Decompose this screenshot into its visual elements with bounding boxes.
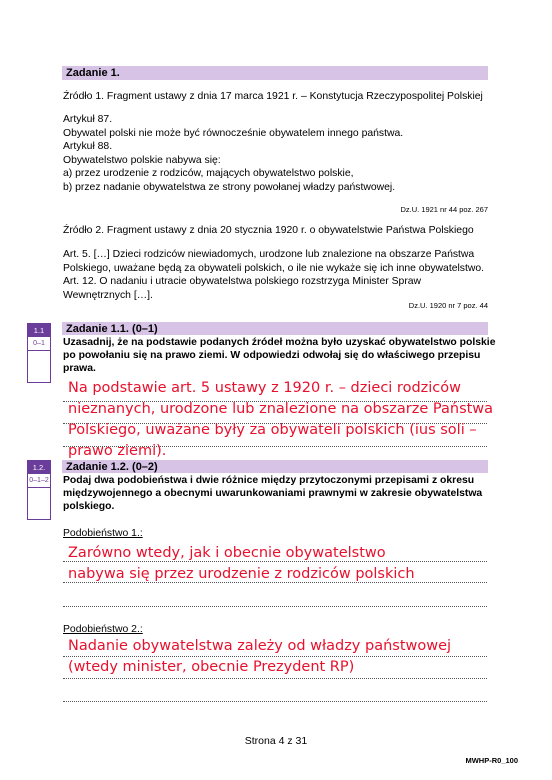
source2-text (63, 248, 484, 302)
similarity-2-answer (68, 636, 451, 678)
points-label: 0–1–2 (28, 474, 50, 488)
handwritten-answer-line: Polskiego, uważane były za obywateli polskich (ius soli – (68, 422, 477, 438)
source1-line: Artykuł 87. (63, 114, 113, 125)
source1-text (63, 113, 403, 195)
question-line: prawa. (63, 363, 96, 375)
task-1-2-question (63, 474, 482, 514)
source1-line: a) przez urodzenie z rodziców, mających obywatelstwo polskie, (63, 168, 354, 180)
answer-line (63, 606, 487, 607)
page-number: Strona 4 z 31 (244, 735, 308, 747)
task-number-badge: 1.1 (28, 324, 50, 337)
task-header: Zadanie 1. (62, 66, 488, 80)
answer-line (63, 701, 487, 702)
points-label: 0–1 (28, 337, 50, 351)
handwritten-answer-line: prawo ziemi). (68, 443, 167, 459)
task-1-1-answer (68, 378, 493, 462)
similarity-1-answer (68, 543, 415, 585)
question-line: po powołaniu się na prawo ziemi. W odpowiedzi odwołaj się do właściwego przepisu (63, 350, 481, 362)
handwritten-answer-line: nieznanych, urodzone lub znalezione na obszarze Państwa (68, 401, 494, 417)
source2-citation: Dz.U. 1920 nr 7 poz. 44 (408, 301, 488, 310)
source1-line: Obywatel polski nie może być równocześnie obywatelem innego państwa. (63, 127, 404, 139)
similarity-1-label: Podobieństwo 1.: (63, 528, 143, 539)
source2-line: Wewnętrznych […]. (63, 289, 153, 301)
exam-code: MWHP-R0_100 (465, 756, 518, 765)
source1-line: Artykuł 88. (63, 141, 113, 153)
handwritten-answer-line: Zarówno wtedy, jak i obecnie obywatelstwo (68, 545, 386, 561)
handwritten-answer-line: nabywa się przez urodzenie z rodziców polskich (68, 566, 415, 582)
source1-line: Obywatelstwo polskie nabywa się: (63, 154, 221, 166)
task-1-1-question (63, 336, 495, 376)
source1-title: Źródło 1. Fragment ustawy z dnia 17 marca 1921 r. – Konstytucja Rzeczypospolitej Polskiej (63, 91, 483, 102)
source2-line: Art. 5. […] Dzieci rodziców niewiadomych, urodzone lub znalezione na obszarze Państwa (63, 249, 475, 260)
handwritten-answer-line: Nadanie obywatelstwa zależy od władzy państwowej (68, 638, 452, 654)
question-line: międzywojennego a obecnymi uwarunkowaniami prawnymi w zakresie obywatelstwa (63, 488, 483, 500)
task-number-badge: 1.2. (28, 461, 50, 474)
score-box-1-1 (27, 323, 51, 383)
score-box-1-2 (27, 460, 51, 520)
source2-line: Polskiego, uważane będą za obywateli polskich, o ile nie wykaże się ich inne obywatelstwo. (63, 262, 485, 274)
similarity-2-label: Podobieństwo 2.: (63, 624, 143, 635)
handwritten-answer-line: (wtedy minister, obecnie Prezydent RP) (68, 659, 355, 675)
answer-line (63, 678, 487, 679)
source2-title: Źródło 2. Fragment ustawy z dnia 20 stycznia 1920 r. o obywatelstwie Państwa Polskiego (63, 225, 474, 236)
source1-line: b) przez nadanie obywatelstwa ze strony powołanej władzy państwowej. (63, 181, 396, 193)
task-1-2-header: Zadanie 1.2. (0–2) (62, 460, 488, 473)
task-1-1-header: Zadanie 1.1. (0–1) (62, 322, 488, 335)
question-line: Uzasadnij, że na podstawie podanych źródeł można było uzyskać obywatelstwo polskie (63, 337, 496, 348)
source1-citation: Dz.U. 1921 nr 44 poz. 267 (400, 205, 488, 214)
handwritten-answer-line: Na podstawie art. 5 ustawy z 1920 r. – dzieci rodziców (68, 380, 461, 396)
question-line: Podaj dwa podobieństwa i dwie różnice między przytoczonymi przepisami z okresu (63, 475, 475, 486)
question-line: polskiego. (63, 501, 115, 513)
source2-line: Art. 12. O nadaniu i utracie obywatelstwa polskiego rozstrzyga Minister Spraw (63, 276, 422, 288)
